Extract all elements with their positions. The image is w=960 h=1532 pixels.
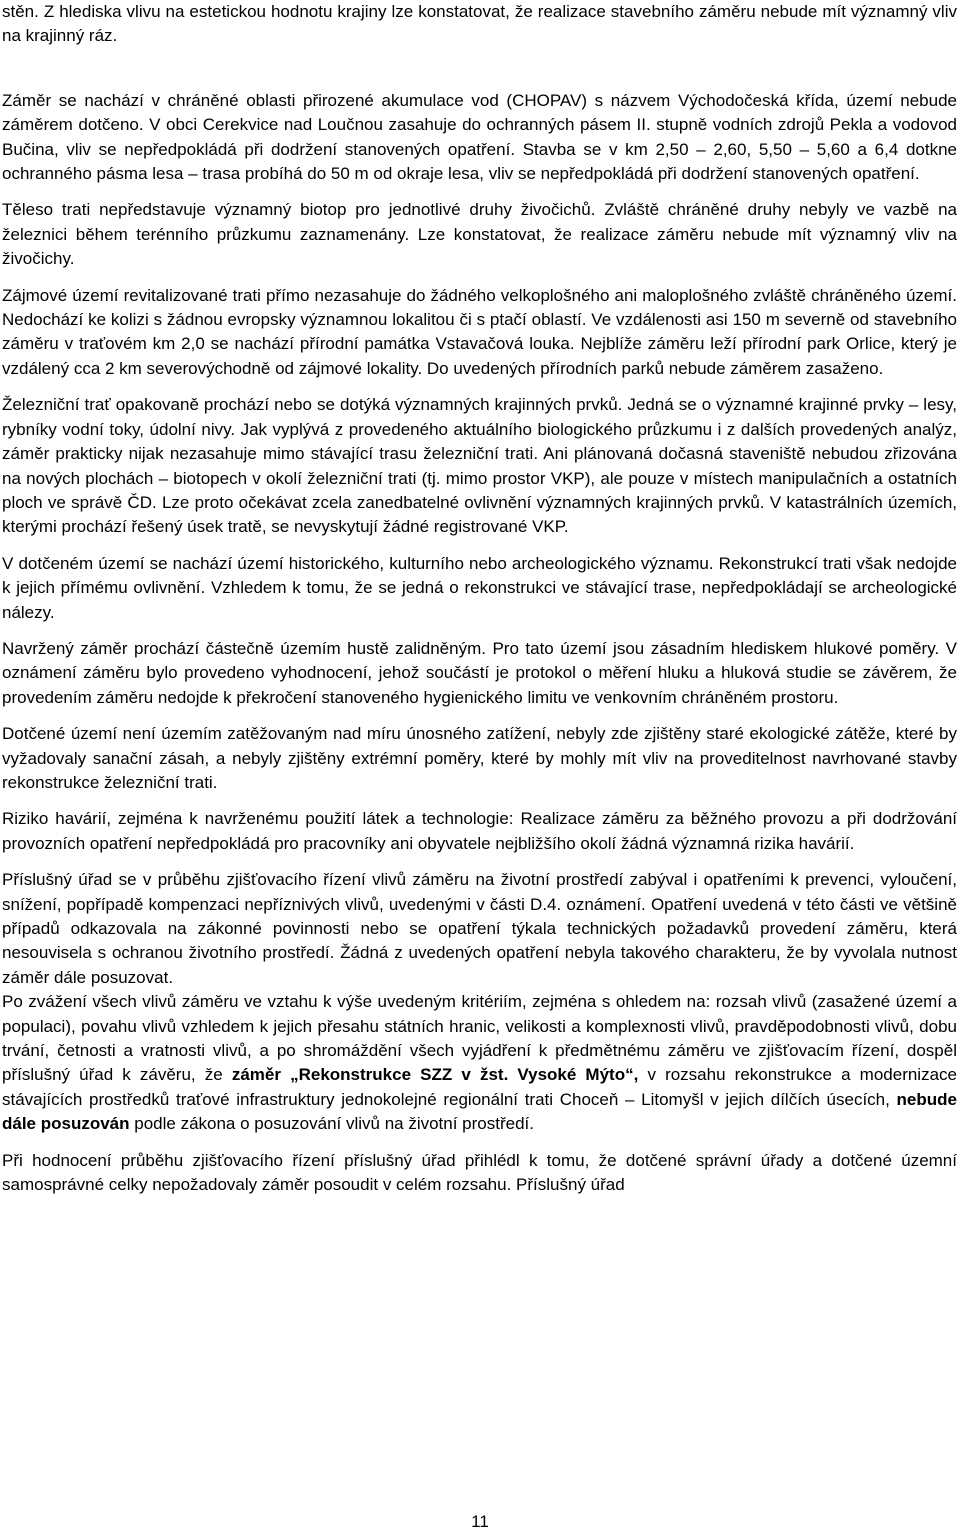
conclusion-text-2: v rozsahu rekonstrukce a modernizace stávajících prostředků traťové infrastruktury jednokolejné regionální trati Choceň – Litomyšl v jejich dílčích úsecích, — [2, 1065, 957, 1109]
paragraph-protected-areas: Zájmové území revitalizované trati přímo nezasahuje do žádného velkoplošného ani maloplošného zvláště chráněného území. Nedochází ke kolizi s žádnou evropsky významnou lokalitou či s ptačí oblastí. Ve vzdálenosti asi 150 m severně od stavebního záměru v traťovém km 2,0 se nachází přírodní památka Vstavačová louka. Nejblíže záměru leží přírodní park Orlice, který je vzdálený cca 2 km severovýchodně od zájmové lokality. Do uvedených přírodních parků nebude záměrem zasaženo. — [2, 285, 957, 378]
paragraph-noise: Navržený záměr prochází částečně územím hustě zalidněným. Pro tato území jsou zásadním hlediskem hlukové poměry. V oznámení záměru bylo provedeno vyhodnocení, jehož součástí je protokol o měření hluku a hluková studie se závěrem, že provedením záměru nedojde k překročení stanoveného hygienického limitu ve venkovním chráněném prostoru. — [2, 638, 957, 707]
paragraph-final: Při hodnocení průběhu zjišťovacího řízení příslušný úřad přihlédl k tomu, že dotčené správní úřady a dotčené územní samosprávné celky nepožadovaly záměr posoudit v celém rozsahu. Příslušný úřad — [2, 1150, 957, 1195]
decision-bold: nebude dále posuzován — [2, 1089, 957, 1134]
paragraph-conclusion — [2, 990, 957, 1136]
paragraph-water-protection: Záměr se nachází v chráněné oblasti přirozené akumulace vod (CHOPAV) s názvem Východočeská křída, území nebude záměrem dotčeno. V obci Cerekvice nad Loučnou zasahuje do ochranných pásem II. stupně vodních zdrojů Pekla a vodovod Bučina, vliv se nepředpokládá při dodržení stanovených opatření. Stavba se v km 2,50 – 2,60, 5,50 – 5,60 a 6,4 dotkne ochranného pásma lesa – trasa probíhá do 50 m od okraje lesa, vliv se nepředpokládá při dodržení stanovených opatření. — [2, 90, 957, 184]
paragraph-heritage: V dotčeném území se nachází území historického, kulturního nebo archeologického významu. Rekonstrukcí trati však nedojde k jejich přímému ovlivnění. Vzhledem k tomu, že se jedná o rekonstrukci ve stávající trase, nepředpokládají se archeologické nálezy. — [2, 553, 957, 622]
project-name-bold: záměr „Rekonstrukce SZZ v žst. Vysoké Mýto“, — [231, 1065, 639, 1085]
paragraph-landscape-elements: Železniční trať opakovaně prochází nebo se dotýká významných krajinných prvků. Jedná se o významné krajinné prvky – lesy, rybníky vodní toky, údolní nivy. Jak vyplývá z provedeného aktuálního biologického průzkumu i z dalších provedených analýz, záměr prakticky nijak nezasahuje mimo stávající trasu železniční trati. Ani plánovaná dočasná staveniště nebudou zřizována na nových plochách – biotopech v okolí železniční trati (tj. mimo prostor VKP), ale pouze v místech manipulačních a ostatních ploch ve správě ČD. Lze proto očekávat zcela zanedbatelné ovlivnění významných krajinných prvků. V katastrálních územích, kterými prochází řešený úsek tratě, se nevyskytují žádné registrované VKP. — [2, 395, 957, 537]
paragraph-fauna: Těleso trati nepředstavuje významný biotop pro jednotlivé druhy živočichů. Zvláště chráněné druhy nebyly ve vazbě na železnici během terénního průzkumu zaznamenány. Lze konstatovat, že realizace záměru nebude mít významný vliv na živočichy. — [2, 200, 957, 269]
paragraph-landscape: stěn. Z hlediska vlivu na estetickou hodnotu krajiny lze konstatovat, že realizace stavebního záměru nebude mít významný vliv na krajinný ráz. — [2, 2, 957, 46]
paragraph-environmental-load: Dotčené území není územím zatěžovaným nad míru únosného zatížení, nebyly zde zjištěny staré ekologické zátěže, které by vyžadovaly sanační zásah, a nebyly zjištěny extrémní poměry, které by mohly mít vliv na proveditelnost navrhované stavby rekonstrukce železniční trati. — [2, 724, 957, 792]
page-number: 11 — [471, 1512, 489, 1531]
conclusion-text-1: Po zvážení všech vlivů záměru ve vztahu k výše uvedeným kritériím, zejména s ohledem na: rozsah vlivů (zasažené území a populaci), povahu vlivů vzhledem k jejich přesahu státních hranic, velikosti a komplexnosti vlivů, pravděpodobnosti vlivů, dobu trvání, četnosti a vratnosti vlivů, a po shromáždění všech vyjádření k předmětnému záměru ve zjišťovacím řízení, dospěl příslušný úřad k závěru, že — [2, 992, 957, 1085]
paragraph-accident-risk: Riziko havárií, zejména k navrženému použití látek a technologie: Realizace záměru za běžného provozu a při dodržování provozních opatření nepředpokládá pro pracovníky ani obyvatele nejbližšího okolí žádná významná rizika havárií. — [2, 809, 957, 853]
paragraph-mitigation-measures: Příslušný úřad se v průběhu zjišťovacího řízení vlivů záměru na životní prostředí zabýval i opatřeními k prevenci, vyloučení, snížení, popřípadě kompenzaci nepříznivých vlivů, uvedenými v části D.4. oznámení. Opatření uvedená v této části ve většině případů odkazovala na zákonné povinnosti nebo se opatření týkala technických požadavků provedení záměru, která nesouvisela s ochranou životního prostředí. Žádná z uvedených opatření nebyla takového charakteru, že by vyvolala nutnost záměr dále posuzovat. — [2, 870, 957, 987]
conclusion-text-3: podle zákona o posuzování vlivů na životní prostředí. — [129, 1114, 534, 1134]
